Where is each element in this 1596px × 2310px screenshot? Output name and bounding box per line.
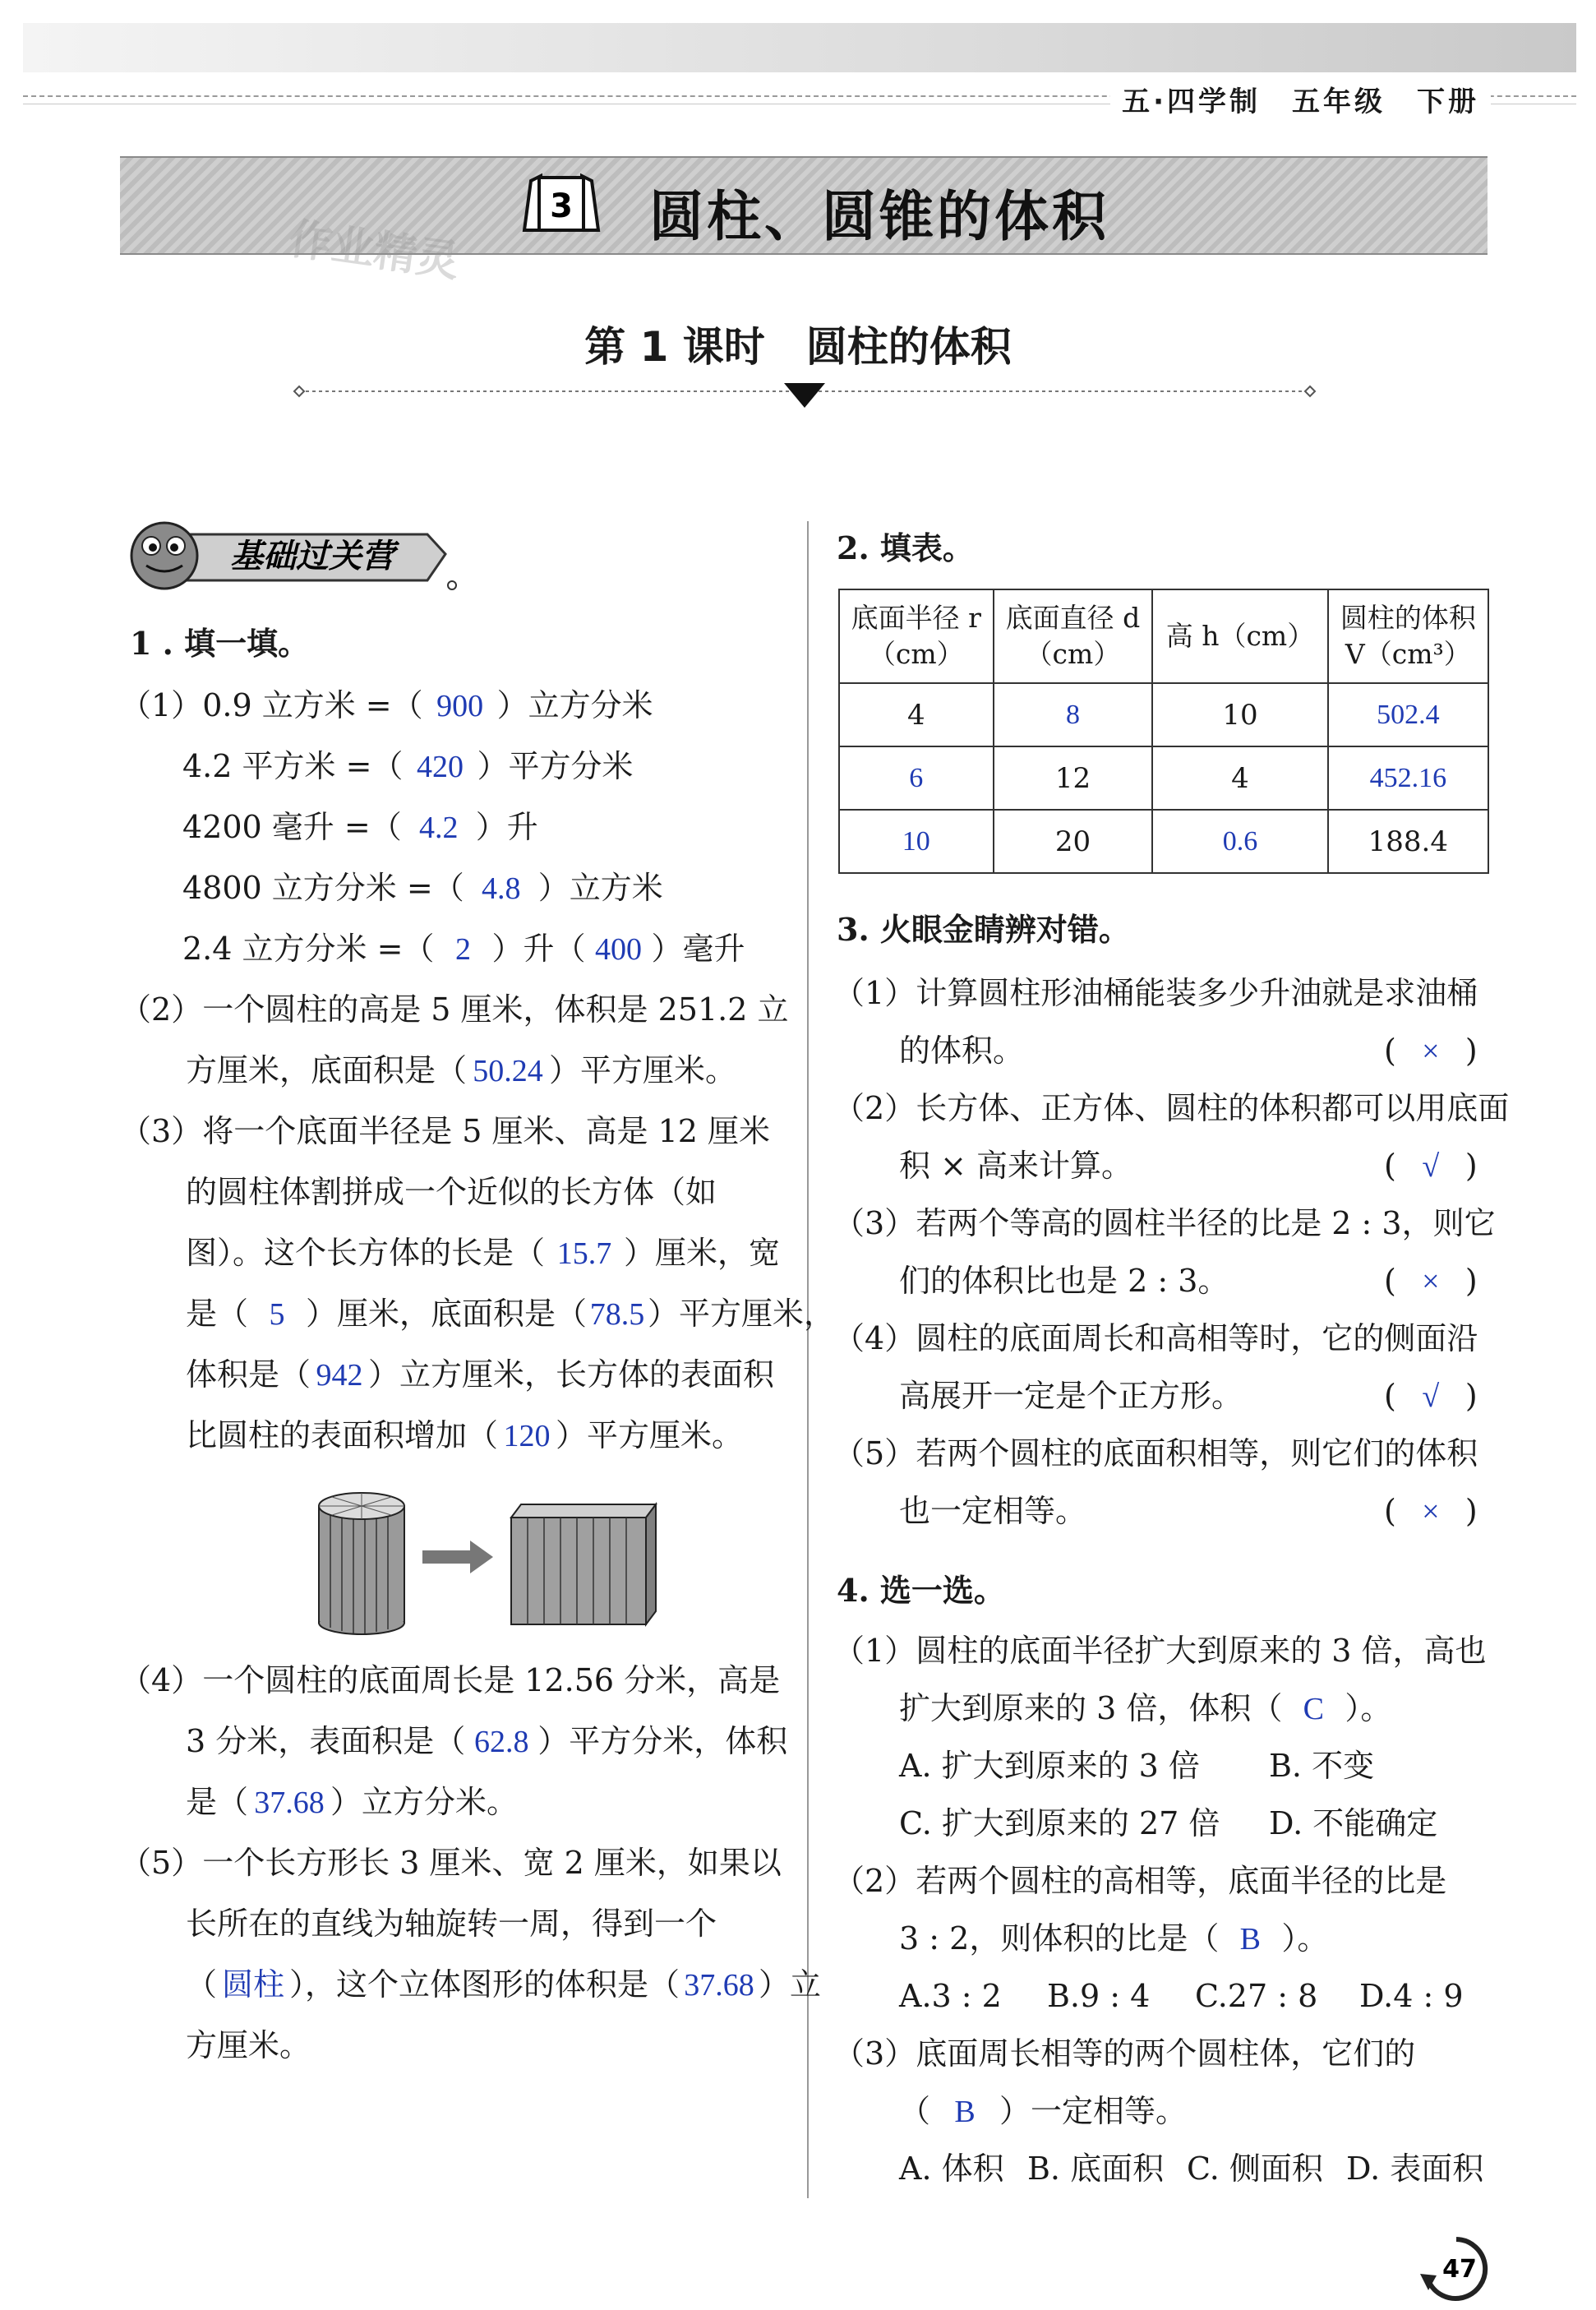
table-cell: 4 [1152,746,1327,810]
q3-item1-answer: ( × ) [1384,1033,1478,1069]
q1-p1-l3-answer: 4.2 [418,811,459,845]
q1-p3-answer-increase: 120 [503,1419,551,1453]
q3-item-line2: 们的体积比也是 2 : 3。 [899,1263,1229,1299]
q1-p4-text2b: ）平方分米，体积 [537,1723,788,1759]
q1-p1-line [120,689,653,723]
header-volume-label: 圆柱的体积 [1340,602,1476,634]
q1-p3-text6: 比圆柱的表面积增加（ [186,1417,499,1453]
chapter-title: 圆柱、圆锥的体积 [649,185,1109,248]
q1-p5-text3b: ），这个立体图形的体积是（ [289,1966,680,2003]
q1-title: 1 . 填一填。 [130,625,310,662]
q1-p3-text4b: ）厘米，底面积是（ [306,1296,588,1332]
q4-i3-option-b: B. 底面积 [1027,2151,1165,2187]
header-volume [1328,589,1488,683]
q1-p1-l5-answer1: 2 [454,932,471,967]
q1-p2-line2 [186,1054,736,1088]
q1-p4-answer-surface: 62.8 [474,1725,529,1759]
q1-p3-line3 [186,1236,780,1270]
table-cell-answer: 0.6 [1152,810,1327,873]
grade-label: 五·四学制 五年级 下册 [1110,79,1491,119]
table-cell: 20 [994,810,1153,873]
q1-p1-l2-answer: 420 [416,750,464,784]
q1-p3-line1 [120,1115,770,1148]
q4-i1-text2: 扩大到原来的 3 倍，体积（ [899,1690,1283,1726]
q4-i3-text2: （ [899,2093,931,2129]
q1-p1-l4-answer: 4.8 [481,871,521,906]
q1-p5-line3 [186,1968,821,2002]
q2-title: 2. 填表。 [837,529,974,566]
q4-i1-num: （1） [833,1633,916,1669]
table-row [839,746,1488,810]
q4-i3-text2b: ）一定相等。 [999,2093,1188,2129]
table-cell-answer: 452.16 [1328,746,1488,810]
q1-p5-line4: 方厘米。 [186,2027,311,2063]
q1-p1-l5-mid: ）升（ [491,931,586,967]
q3-item5-text1: 若两个圆柱的底面积相等，则它们的体积 [916,1435,1478,1471]
q3-item-line1 [833,1437,1478,1470]
q1-p3-line2: 的圆柱体割拼成一个近似的长方体（如 [186,1174,717,1210]
q1-p1-line [182,811,538,844]
q3-item3-answer: ( × ) [1384,1263,1478,1299]
q4-i2-answer: B [1239,1922,1261,1957]
q4-i1-line1 [833,1634,1487,1667]
header-radius [839,589,994,683]
page-number-badge [1417,2233,1496,2302]
q3-item1-mark: × [1422,1034,1440,1069]
q1-p5-text3c: ）立 [759,1966,822,2003]
q3-item2-answer: ( √ ) [1384,1148,1478,1184]
q3-item-line2: 积 × 高来计算。 [899,1148,1132,1184]
q1-p2-num: （2） [120,991,203,1028]
q3-item1-text1: 计算圆柱形油桶能装多少升油就是求油桶 [916,975,1478,1011]
q4-i1-option-d: D. 不能确定 [1269,1805,1438,1841]
q1-p3-text4c: ）平方厘米， [648,1296,836,1332]
q4-i1-line2 [899,1692,1391,1726]
q1-p1-l5-unit: ）毫升 [651,931,745,967]
q4-i3-option-c: C. 侧面积 [1187,2151,1323,2187]
fill-table [838,589,1489,874]
table-row [839,683,1488,746]
q4-i3-line2 [899,2095,1187,2128]
q1-p3-num: （3） [120,1113,203,1149]
q1-p5-answer-shape: 圆柱 [222,1968,285,2003]
q3-item5-mark: × [1422,1495,1440,1529]
q1-p3-line4 [186,1297,835,1331]
q3-item5-answer: ( × ) [1384,1493,1478,1529]
header-diameter-label: 底面直径 d [1005,602,1141,634]
q4-i2-text2: 3 : 2，则体积的比是（ [899,1920,1220,1957]
q1-p4-text3b: ）立方分米。 [330,1784,519,1820]
header-height: 高 h（cm） [1152,589,1327,683]
q1-p4-line1 [120,1664,780,1697]
q1-p3-text6b: ）平方厘米。 [556,1417,744,1453]
q1-p1-l5-answer2: 400 [594,932,642,967]
q4-i1-option-b: B. 不变 [1269,1748,1375,1784]
q1-p1-l3-text: 4200 毫升 =（ [182,809,402,845]
q4-i2-num: （2） [833,1863,916,1899]
q1-p1-l5-text: 2.4 立方分米 =（ [182,931,435,967]
header-radius-label: 底面半径 r [851,602,981,634]
q3-item-line1 [833,977,1478,1009]
table-header-row [839,589,1488,683]
lesson-divider [291,380,1318,413]
q1-p1-line [182,750,633,783]
q4-title: 4. 选一选。 [837,1572,1005,1609]
q1-p5-text3: （ [186,1966,218,2003]
q4-i3-num: （3） [833,2035,916,2072]
header-band [23,23,1576,72]
q1-p4-num: （4） [120,1662,203,1698]
q4-i1-answer: C [1303,1692,1325,1726]
q1-p4-text3: 是（ [186,1784,249,1820]
q1-p3-text4: 是（ [186,1296,249,1332]
section-badge [123,516,459,595]
q1-p1-l4-text: 4800 立方分米 =（ [182,870,464,906]
q4-i2-option-c: C.27 : 8 [1195,1978,1318,2014]
table-cell-answer: 10 [839,810,994,873]
header-diameter [994,589,1153,683]
q1-p1-l1-text: 0.9 立方米 =（ [202,687,423,723]
lesson-title: 第 1 课时 圆柱的体积 [584,323,1012,371]
watermark: 作业精灵 [286,214,463,288]
header-volume-unit: V（cm³） [1345,638,1471,670]
q1-p3-text5b: ）立方厘米，长方体的表面积 [368,1356,775,1393]
q1-p3-line5 [186,1358,774,1392]
q1-p4-line3 [186,1786,518,1819]
q1-p3-text3: 图）。这个长方体的长是（ [186,1235,546,1271]
q3-item-line1 [833,1092,1509,1125]
q4-i1-text2b: ）。 [1345,1690,1392,1726]
q4-i1-text1: 圆柱的底面半径扩大到原来的 3 倍，高也 [916,1633,1487,1669]
table-cell-answer: 8 [994,683,1153,746]
q4-i2-option-a: A.3 : 2 [899,1978,1002,2014]
section-label: 基础过关营 [230,538,394,575]
q3-item2-text1: 长方体、正方体、圆柱的体积都可以用底面 [916,1090,1510,1126]
q1-p4-text1: 一个圆柱的底面周长是 12.56 分米，高是 [202,1662,781,1698]
q1-p3-answer-volume: 942 [316,1358,363,1393]
q1-p2-line1 [120,993,788,1026]
q3-item4-mark: √ [1422,1379,1440,1414]
q1-p3-text1: 将一个底面半径是 5 厘米、高是 12 厘米 [202,1113,771,1149]
q1-p3-answer-width: 5 [269,1297,285,1332]
q3-item-line2: 也一定相等。 [899,1493,1087,1529]
q1-p3-answer-length: 15.7 [556,1236,612,1271]
q4-i2-option-d: D.4 : 9 [1359,1978,1464,2014]
q1-p3-text3b: ）厘米，宽 [624,1235,781,1271]
q1-p4-text2: 3 分米，表面积是（ [186,1723,466,1759]
table-cell: 188.4 [1328,810,1488,873]
table-cell-answer: 502.4 [1328,683,1488,746]
q4-i2-line1 [833,1864,1446,1897]
q3-item4-text1: 圆柱的底面周长和高相等时，它的侧面沿 [916,1320,1478,1356]
q3-item3-text1: 若两个等高的圆柱半径的比是 2 : 3，则它 [916,1205,1496,1241]
q3-item4-answer: ( √ ) [1384,1378,1478,1414]
table-cell: 12 [994,746,1153,810]
table-cell: 10 [1152,683,1327,746]
q1-p5-line2: 长所在的直线为轴旋转一周，得到一个 [186,1906,717,1942]
cylinder-to-cuboid-figure [312,1488,657,1636]
q1-p5-num: （5） [120,1845,203,1881]
q1-p1-l4-unit: ）立方米 [537,870,663,906]
q1-p1-line [182,871,663,905]
q1-p3-text5: 体积是（ [186,1356,311,1393]
q1-p4-line2 [186,1725,787,1758]
header-radius-unit: （cm） [868,638,964,670]
page-number: 47 [1442,2255,1477,2284]
q4-i3-option-a: A. 体积 [899,2151,1004,2187]
q4-i3-option-d: D. 表面积 [1346,2151,1484,2187]
q1-p1-l1-answer: 900 [436,689,484,723]
q3-item3-num: （3） [833,1205,916,1241]
table-cell: 4 [839,683,994,746]
q4-i3-line1 [833,2037,1415,2070]
q4-i2-line2 [899,1922,1328,1956]
q3-item3-mark: × [1422,1264,1440,1299]
q1-p1-l1-unit: ）立方分米 [496,687,653,723]
q4-i2-option-b: B.9 : 4 [1047,1978,1151,2014]
q1-p1-l2-unit: ）平方分米 [477,748,634,784]
header-diameter-unit: （cm） [1025,638,1121,670]
table-row [839,810,1488,873]
q3-item4-num: （4） [833,1320,916,1356]
q1-p4-answer-volume: 37.68 [254,1786,325,1820]
q1-p1-num: （1） [120,687,203,723]
q3-title: 3. 火眼金睛辨对错。 [837,911,1130,948]
q3-item-line2: 高展开一定是个正方形。 [899,1378,1243,1414]
q4-i3-answer: B [954,2095,976,2129]
column-divider [807,521,809,2198]
q1-p3-answer-area: 78.5 [589,1297,645,1332]
q3-item2-mark: √ [1422,1149,1440,1184]
q1-p1-l2-text: 4.2 平方米 =（ [182,748,404,784]
q1-p5-answer-volume: 37.68 [684,1968,754,2003]
q1-p3-line6 [186,1419,743,1453]
q3-item1-num: （1） [833,975,916,1011]
q1-p5-line1 [120,1846,782,1879]
q3-item-line1 [833,1207,1496,1240]
table-cell-answer: 6 [839,746,994,810]
q4-i1-option-c: C. 扩大到原来的 27 倍 [899,1805,1220,1841]
q1-p2-answer: 50.24 [473,1054,543,1088]
q4-i2-text1: 若两个圆柱的高相等，底面半径的比是 [916,1863,1447,1899]
q3-item2-num: （2） [833,1090,916,1126]
q4-i2-text2b: ）。 [1281,1920,1329,1957]
q3-item-line1 [833,1322,1478,1355]
q4-i3-text1: 底面周长相等的两个圆柱体，它们的 [916,2035,1416,2072]
q3-item-line2: 的体积。 [899,1033,1025,1069]
q1-p1-l3-unit: ）升 [475,809,538,845]
q1-p1-line [182,932,745,966]
chapter-number-badge [516,173,607,235]
q1-p5-text1: 一个长方形长 3 厘米、宽 2 厘米，如果以 [202,1845,782,1881]
q1-p2-text2: 方厘米，底面积是（ [186,1052,468,1088]
q4-i1-option-a: A. 扩大到原来的 3 倍 [899,1748,1200,1784]
q1-p2-text1: 一个圆柱的高是 5 厘米，体积是 251.2 立 [202,991,789,1028]
q3-item5-num: （5） [833,1435,916,1471]
q1-p2-unit: ）平方厘米。 [549,1052,737,1088]
chapter-number: 3 [550,187,573,225]
